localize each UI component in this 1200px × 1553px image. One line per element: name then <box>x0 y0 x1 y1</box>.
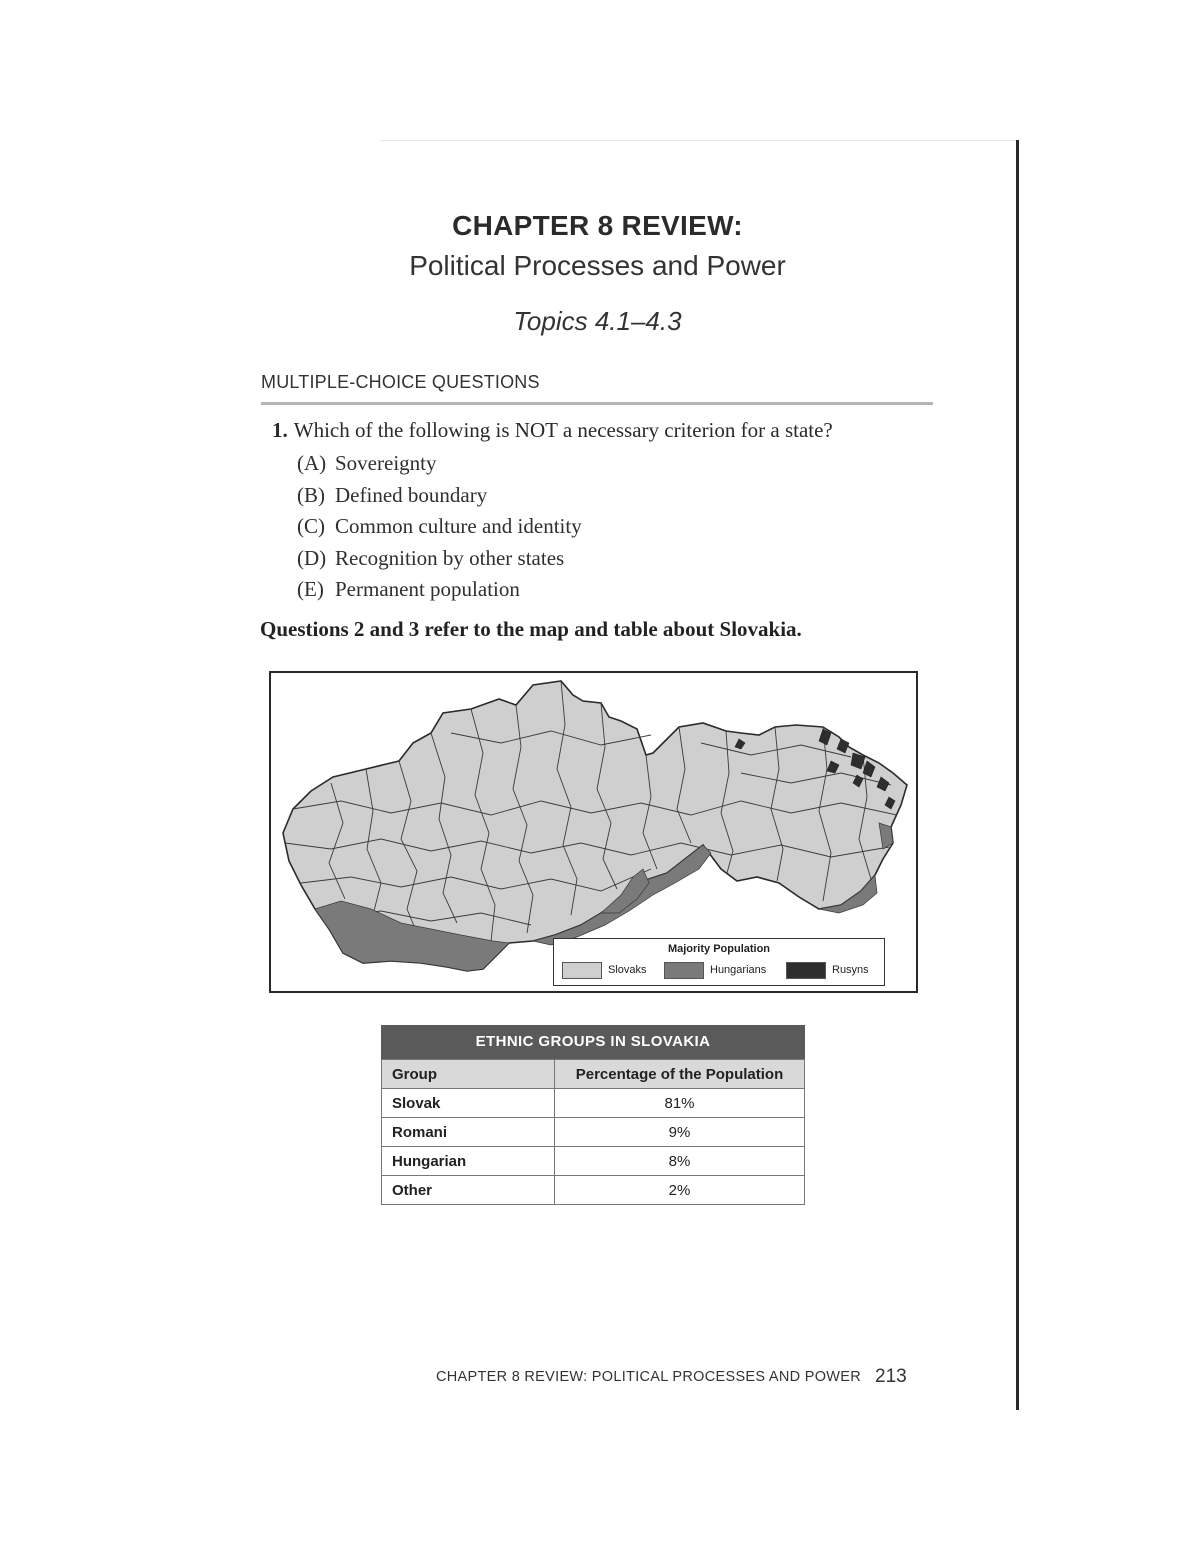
choice-text: Recognition by other states <box>335 545 565 570</box>
questions-reference-note: Questions 2 and 3 refer to the map and table about Slovakia. <box>260 617 802 641</box>
legend-item-rusyns <box>786 961 869 979</box>
running-head: CHAPTER 8 REVIEW: POLITICAL PROCESSES AND POWER <box>436 1369 862 1385</box>
percent-cell: 81% <box>555 1089 805 1118</box>
choice-letter: (D) <box>297 545 327 570</box>
legend-item-slovaks <box>562 961 647 979</box>
group-cell: Romani <box>382 1118 555 1147</box>
choice-text: Permanent population <box>335 577 520 601</box>
legend-swatch <box>786 962 826 979</box>
choice-a <box>297 448 582 480</box>
table-title: ETHNIC GROUPS IN SLOVAKIA <box>381 1025 805 1059</box>
section-divider <box>261 402 933 405</box>
answer-choices <box>297 448 582 606</box>
page-footer <box>436 1366 907 1388</box>
percent-cell: 2% <box>555 1176 805 1205</box>
table-row <box>382 1147 805 1176</box>
question-number: 1. <box>272 418 288 442</box>
legend-title: Majority Population <box>667 943 771 955</box>
choice-text: Defined boundary <box>335 482 488 507</box>
page-top-edge <box>380 140 1018 141</box>
page-number: 213 <box>875 1366 907 1387</box>
slovakia-ethnic-map <box>269 671 918 993</box>
choice-letter: (A) <box>297 451 327 475</box>
table-row <box>382 1176 805 1205</box>
column-header-percentage: Percentage of the Population <box>555 1060 805 1089</box>
table-row <box>382 1089 805 1118</box>
section-heading: MULTIPLE-CHOICE QUESTIONS <box>261 372 540 392</box>
legend-item-hungarians <box>664 961 766 979</box>
chapter-title: CHAPTER 8 REVIEW: <box>452 210 743 241</box>
question-1 <box>272 418 833 443</box>
choice-letter: (B) <box>297 482 325 507</box>
choice-text: Sovereignty <box>335 451 437 475</box>
legend-swatch <box>562 962 602 979</box>
legend-label: Hungarians <box>710 964 767 976</box>
choice-d <box>297 543 582 575</box>
choice-e <box>297 574 582 606</box>
table-header-row <box>382 1060 805 1089</box>
legend-label: Slovaks <box>608 964 647 976</box>
group-cell: Other <box>382 1176 555 1205</box>
choice-c <box>297 511 582 543</box>
chapter-subtitle: Political Processes and Power <box>409 250 786 281</box>
choice-text: Common culture and identity <box>335 514 582 538</box>
table-row <box>382 1118 805 1147</box>
map-legend <box>553 938 885 986</box>
column-header-group: Group <box>382 1060 555 1089</box>
percent-cell: 8% <box>555 1147 805 1176</box>
choice-b <box>297 480 582 512</box>
topics-range: Topics 4.1–4.3 <box>513 306 682 336</box>
question-text: Which of the following is NOT a necessary criterion for a state? <box>293 418 833 442</box>
legend-label: Rusyns <box>832 964 869 976</box>
group-cell: Slovak <box>382 1089 555 1118</box>
choice-letter: (C) <box>297 514 325 538</box>
ethnic-groups-table <box>381 1025 805 1205</box>
page-binding-edge <box>1016 140 1019 1410</box>
group-cell: Hungarian <box>382 1147 555 1176</box>
choice-letter: (E) <box>297 577 324 601</box>
percent-cell: 9% <box>555 1118 805 1147</box>
legend-swatch <box>664 962 704 979</box>
